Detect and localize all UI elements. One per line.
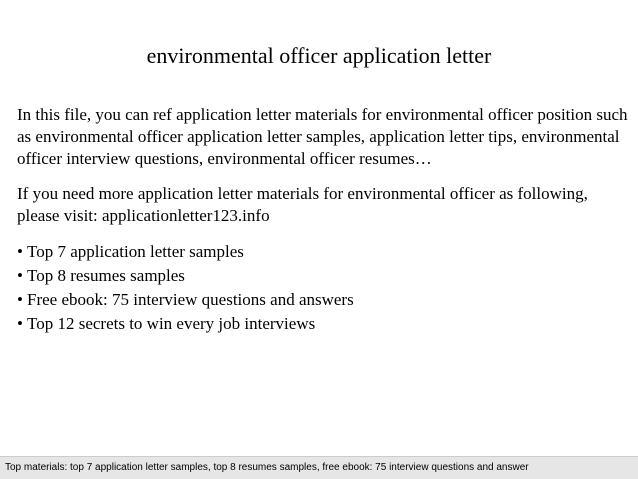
more-info-paragraph: If you need more application letter materials for environmental officer as following, please visit: applicationletter123.info — [17, 184, 588, 225]
list-item-label: Top 7 application letter samples — [27, 242, 244, 261]
list-item-label: Free ebook: 75 interview questions and answers — [27, 290, 354, 309]
list-item-label: Top 8 resumes samples — [27, 266, 185, 285]
page-title: environmental officer application letter — [146, 43, 492, 68]
bullet-icon: • — [17, 314, 23, 333]
list-item — [17, 288, 617, 312]
list-item-label: Top 12 secrets to win every job interviews — [27, 314, 316, 333]
bullet-icon: • — [17, 290, 23, 309]
list-item — [17, 264, 617, 288]
footer-bar — [0, 456, 638, 479]
footer-text: Top materials: top 7 application letter samples, top 8 resumes samples, free ebook: 75 interview questions and answer — [5, 462, 529, 473]
bullet-icon: • — [17, 242, 23, 261]
materials-list — [17, 240, 617, 336]
intro-paragraph: In this file, you can ref application letter materials for environmental officer position such as environmental officer application letter samples, application letter tips, environmental officer interview questions, environmental officer resumes… — [17, 105, 628, 168]
list-item — [17, 240, 617, 264]
bullet-icon: • — [17, 266, 23, 285]
list-item — [17, 312, 617, 336]
